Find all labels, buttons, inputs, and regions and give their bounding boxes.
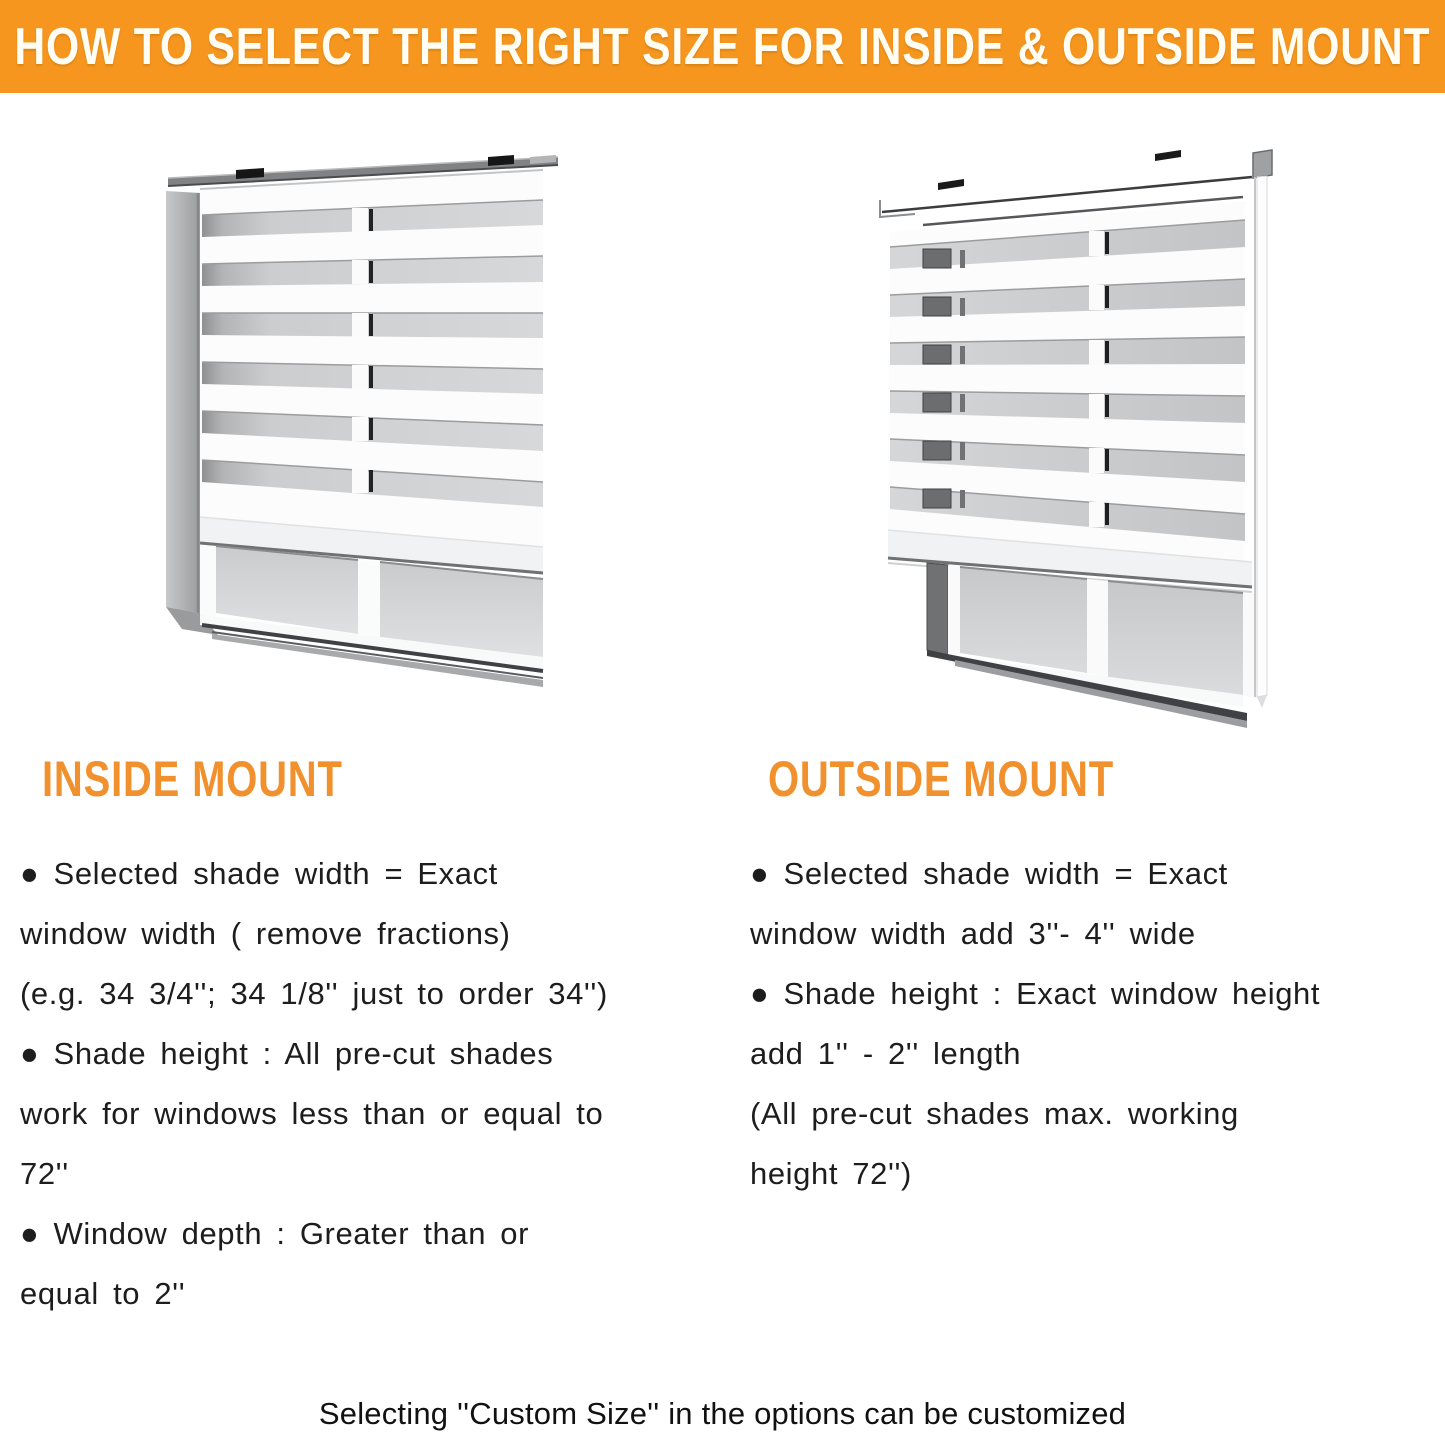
bullet-line: ● Window depth : Greater than or [20, 1216, 530, 1251]
bullet-line: (e.g. 34 3/4''; 34 1/8'' just to order 34'') [20, 976, 608, 1011]
page-title: HOW TO SELECT THE RIGHT SIZE FOR INSIDE & OUTSIDE MOUNT [14, 17, 1431, 76]
bullet-line: ● Selected shade width = Exact [750, 856, 1228, 891]
center-mullion [358, 560, 380, 637]
mount-bracket-icon [938, 179, 964, 190]
bullet-line: ● Shade height : All pre-cut shades [20, 1036, 554, 1071]
bullet-line: equal to 2'' [20, 1276, 186, 1311]
custom-size-note: Selecting ''Custom Size'' in the options can be customized [318, 1396, 1127, 1431]
center-mullion [1087, 579, 1108, 677]
wall-edge-strip [1255, 176, 1267, 708]
bullet-line: window width add 3''- 4'' wide [750, 916, 1196, 951]
outside-mount-figure [855, 135, 1290, 750]
mount-bracket-icon [1155, 150, 1181, 161]
inside-mount-notes [20, 852, 720, 1332]
zebra-shade [888, 197, 1252, 592]
bullet-line: ● Shade height : Exact window height [750, 976, 1321, 1011]
inside-mount-figure [140, 145, 685, 745]
bullet-line: window width ( remove fractions) [20, 916, 511, 951]
bullet-line: add 1'' - 2'' length [750, 1036, 1022, 1071]
bullet-line: height 72'') [750, 1156, 912, 1191]
outside-mount-notes [750, 852, 1440, 1212]
window-left-jamb [927, 563, 948, 655]
outside-mount-heading: OUTSIDE MOUNT [768, 751, 1114, 807]
rail-end-cap [1253, 150, 1272, 178]
bullet-line: work for windows less than or equal to [20, 1096, 604, 1131]
bullet-line: ● Selected shade width = Exact [20, 856, 498, 891]
bullet-line: 72'' [20, 1156, 69, 1191]
bullet-line: (All pre-cut shades max. working [750, 1096, 1239, 1131]
inside-mount-heading: INSIDE MOUNT [42, 751, 343, 807]
zebra-shade [200, 170, 543, 579]
title-banner [0, 0, 1445, 93]
